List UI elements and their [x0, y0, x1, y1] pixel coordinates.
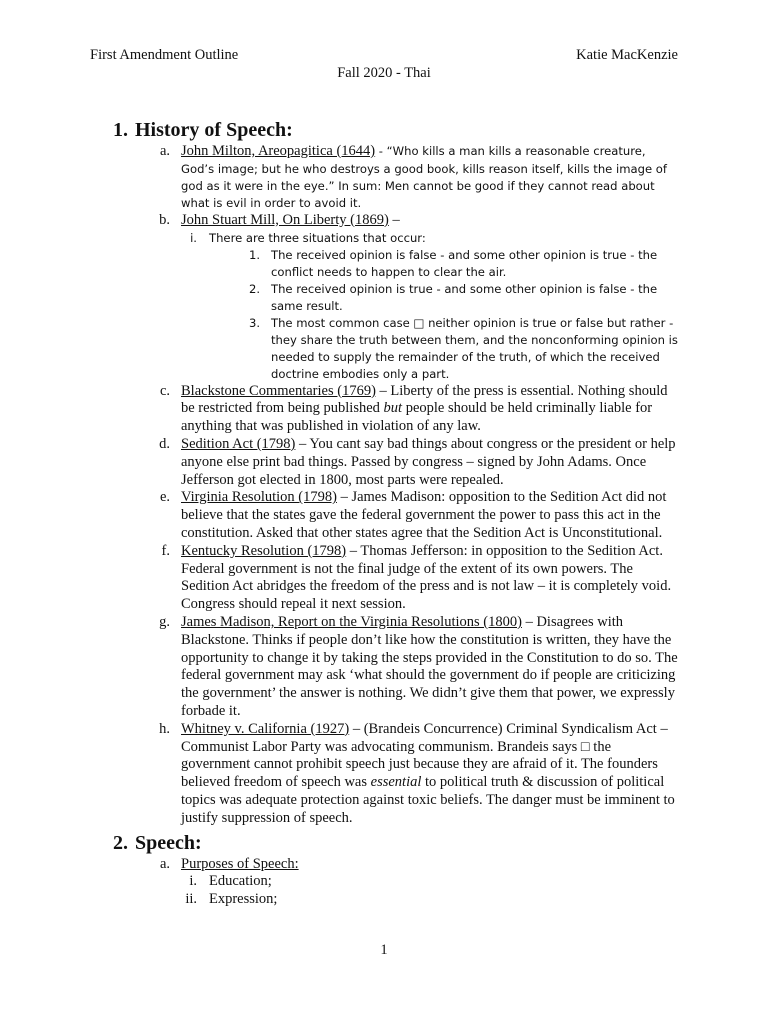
list-item — [0, 281, 768, 315]
item-title: Kentucky Resolution (1798) — [181, 542, 347, 559]
item-title: John Milton, Areopagitica (1644) — [181, 143, 376, 159]
item-text: – James Madison: opposition to the Sedition Act did not believe that the states gave the federal government the power to pass this act in the constitution. Asked that other states agree that the Sedition Act is Unconstitutional. — [181, 489, 667, 541]
item-text: – Liberty of the press is essential. Nothing should be restricted from being published — [181, 382, 668, 417]
outline-item-purposes — [0, 856, 768, 874]
item-title: Purposes of Speech: — [181, 855, 299, 872]
item-text: - “Who kills a man kills a reasonable creature, God’s image; but he who destroys a good book, kills reason itself, kills the image of god as it were in the eye.” In sum: Men cannot be good if they cannot read about what is evil in order to avoid it. — [181, 144, 667, 210]
header-author: Katie MacKenzie — [576, 47, 678, 63]
item-text: The received opinion is false - and some other opinion is true - the conflict needs to happen to clear the air. — [271, 247, 658, 279]
item-marker: f. — [161, 542, 170, 559]
section-number: 1. — [113, 119, 128, 141]
item-marker: a. — [159, 143, 170, 159]
item-marker: e. — [159, 489, 170, 506]
header-term: Fall 2020 - Thai — [337, 65, 431, 81]
outline-item-madison-report — [0, 614, 768, 721]
header-document-title: First Amendment Outline — [90, 47, 239, 63]
outline-item-kentucky-resolution — [0, 543, 768, 614]
list-item — [0, 247, 768, 281]
list-item — [0, 873, 768, 891]
item-marker: ii. — [185, 891, 197, 908]
item-text: – Disagrees with Blackstone. Thinks if people don’t like how the constitution is written, they have the opportunity to change it by taking the steps provided in the Constitution to do so. The federal government may ask ‘what should the government do if people are criticizing the government’ the answer is nothing. We didn’t give them that power, we expressly forbade it. — [181, 613, 678, 719]
item-marker: 1. — [248, 247, 260, 262]
outline-item-mill — [0, 212, 768, 230]
item-title: Whitney v. California (1927) — [181, 720, 350, 737]
item-title: Sedition Act (1798) — [181, 435, 296, 452]
item-marker: i. — [189, 873, 197, 890]
item-marker: 2. — [248, 281, 260, 296]
item-marker: b. — [159, 211, 170, 228]
outline-subitem — [0, 230, 768, 247]
item-text: – You cant say bad things about congress or the president or help anyone else print bad things. Passed by congress – signed by John Adams. Once Jefferson got elected in 1800, most parts were repealed. — [181, 435, 676, 488]
list-item — [0, 315, 768, 383]
item-marker: a. — [159, 855, 170, 872]
outline-item-sedition-act — [0, 436, 768, 489]
item-text: – Thomas Jefferson: in opposition to the Sedition Act. Federal government is not the final judge of the extent of its own powers. The Sedition Act abridges the freedom of the press and is not law – it is completely void. Congress should repeal it next session. — [181, 542, 672, 613]
item-marker: g. — [159, 613, 170, 630]
item-title: Virginia Resolution (1798) — [181, 489, 337, 506]
item-emphasis: but — [383, 400, 403, 417]
section-title: Speech: — [135, 831, 202, 854]
section-title: History of Speech: — [135, 119, 293, 141]
item-emphasis: essential — [370, 774, 422, 791]
item-text: – (Brandeis Concurrence) Criminal Syndicalism Act – Communist Labor Party was advocating communism. Brandeis says □ the government cannot prohibit speech just because they are afraid of it. The founders believed freedom of speech was — [181, 720, 668, 791]
item-text: There are three situations that occur: — [209, 230, 426, 245]
document-body — [0, 117, 768, 909]
item-marker: c. — [159, 382, 170, 399]
page-number: 1 — [380, 942, 388, 958]
item-marker: 3. — [248, 315, 260, 330]
item-text: The most common case □ neither opinion is true or false but rather - they share the truth between them, and the nonconforming opinion is needed to supply the remainder of the truth, of which the received doctrine embodies only a part. — [271, 315, 678, 381]
item-text: Education; — [209, 873, 272, 890]
outline-item-virginia-resolution — [0, 489, 768, 542]
outline-item-whitney — [0, 721, 768, 828]
item-title: John Stuart Mill, On Liberty (1869) — [181, 211, 389, 228]
item-text: Expression; — [209, 891, 278, 908]
section-heading-history — [0, 117, 768, 143]
item-title: James Madison, Report on the Virginia Resolutions (1800) — [181, 613, 522, 630]
item-title: Blackstone Commentaries (1769) — [181, 382, 376, 399]
item-text: to political truth & discussion of political topics was adequate protection against toxic beliefs. The danger must be imminent to justify suppression of speech. — [181, 774, 675, 826]
section-number: 2. — [113, 831, 128, 854]
item-text: people should be held criminally liable for anything that was published in violation of any law. — [181, 400, 653, 435]
item-marker: h. — [159, 720, 170, 737]
section-heading-speech — [0, 830, 768, 856]
item-text: – — [388, 211, 400, 228]
list-item — [0, 891, 768, 909]
item-text: The received opinion is true - and some other opinion is false - the same result. — [271, 281, 658, 313]
item-marker: d. — [159, 435, 170, 452]
item-marker: i. — [190, 230, 197, 245]
outline-item-blackstone — [0, 383, 768, 436]
outline-item-milton — [0, 143, 768, 212]
